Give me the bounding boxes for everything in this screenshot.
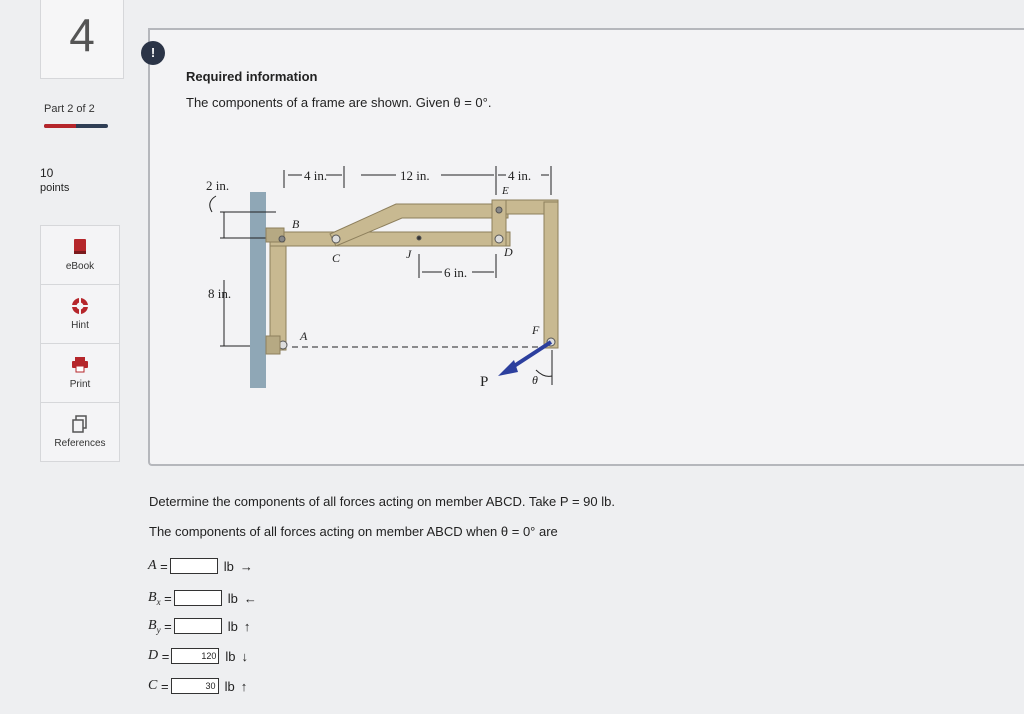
answer-direction: ↑	[240, 678, 248, 694]
answer-var: D	[148, 648, 159, 663]
question-text: Determine the components of all forces acting on member ABCD. Take P = 90 lb.	[149, 494, 615, 509]
required-info-text: The components of a frame are shown. Given θ = 0°.	[186, 95, 492, 110]
answer-row-by	[148, 616, 250, 636]
ebook-label: eBook	[65, 261, 95, 272]
label-P: P	[480, 374, 489, 390]
answer-input-bx[interactable]	[174, 590, 222, 606]
answer-row-d	[148, 646, 248, 666]
references-label: References	[54, 438, 106, 449]
equals-sign: =	[157, 678, 169, 694]
equals-sign: =	[158, 648, 170, 664]
part-label: Part 2 of 2	[44, 103, 95, 115]
answer-unit: lb	[224, 678, 235, 694]
answer-unit: lb	[227, 618, 238, 634]
dim-6in: 6 in.	[444, 265, 468, 280]
lifebuoy-icon	[71, 297, 89, 315]
frame-diagram	[196, 150, 586, 400]
answer-row-bx	[148, 588, 257, 608]
dim-8in: 8 in.	[208, 286, 232, 301]
label-J: J	[406, 247, 412, 261]
label-theta: θ	[532, 373, 538, 387]
label-C: C	[332, 251, 341, 265]
print-label: Print	[69, 379, 91, 390]
answer-var: $B_x$	[148, 589, 161, 607]
label-D: D	[504, 245, 513, 259]
label-A: A	[300, 329, 308, 343]
references-button[interactable]	[40, 402, 120, 462]
answer-input-d[interactable]: 120	[171, 648, 219, 664]
copy-icon	[71, 415, 89, 433]
answer-var: C	[148, 678, 158, 693]
answer-direction: ←	[243, 590, 257, 606]
ebook-button[interactable]	[40, 225, 120, 285]
printer-icon	[71, 356, 89, 374]
answer-direction: ↓	[241, 648, 248, 664]
print-button[interactable]	[40, 343, 120, 403]
points-label: points	[40, 182, 70, 194]
hint-label: Hint	[71, 320, 89, 331]
part-progress-fill	[44, 124, 76, 128]
points-value: 10	[40, 166, 54, 180]
dim-12in: 12 in.	[400, 168, 430, 183]
label-E: E	[502, 185, 509, 197]
answer-direction: →	[239, 558, 253, 574]
theta-arc	[536, 370, 552, 376]
dim-4in-right: 4 in.	[508, 168, 532, 183]
answer-unit: lb	[225, 648, 236, 664]
bracket-a	[266, 336, 280, 354]
dim-2in: 2 in.	[206, 178, 230, 193]
tool-list	[40, 226, 120, 462]
force-p-arrowhead	[498, 360, 518, 376]
dim-4in-left: 4 in.	[304, 168, 328, 183]
answer-input-c[interactable]: 30	[171, 678, 219, 694]
label-F: F	[532, 323, 540, 337]
answer-input-a[interactable]	[170, 558, 218, 574]
answer-row-c	[148, 676, 247, 696]
hint-button[interactable]	[40, 284, 120, 344]
question-subtext: The components of all forces acting on member ABCD when θ = 0° are	[149, 524, 558, 539]
answer-var: A	[148, 558, 157, 573]
label-B: B	[292, 217, 300, 231]
pins	[279, 207, 555, 349]
answer-row-a	[148, 556, 253, 576]
answer-unit: lb	[227, 590, 238, 606]
member-abcd-vertical	[270, 234, 286, 350]
answer-var: $B_y$	[148, 617, 161, 635]
answer-input-by[interactable]	[174, 618, 222, 634]
required-info-title: Required information	[186, 69, 318, 84]
part-progress-bar	[44, 124, 108, 128]
book-icon	[71, 238, 89, 256]
equals-sign: =	[160, 618, 172, 634]
member-ef-vertical	[544, 202, 558, 348]
answer-direction: ↑	[243, 618, 251, 634]
equals-sign: =	[160, 590, 172, 606]
question-number: 4	[40, 0, 124, 79]
left-dimensions	[210, 196, 276, 346]
alert-icon: !	[141, 41, 165, 65]
equals-sign: =	[156, 558, 168, 574]
member-abcd-horizontal	[270, 232, 510, 246]
wall	[250, 192, 266, 388]
answer-unit: lb	[223, 558, 234, 574]
